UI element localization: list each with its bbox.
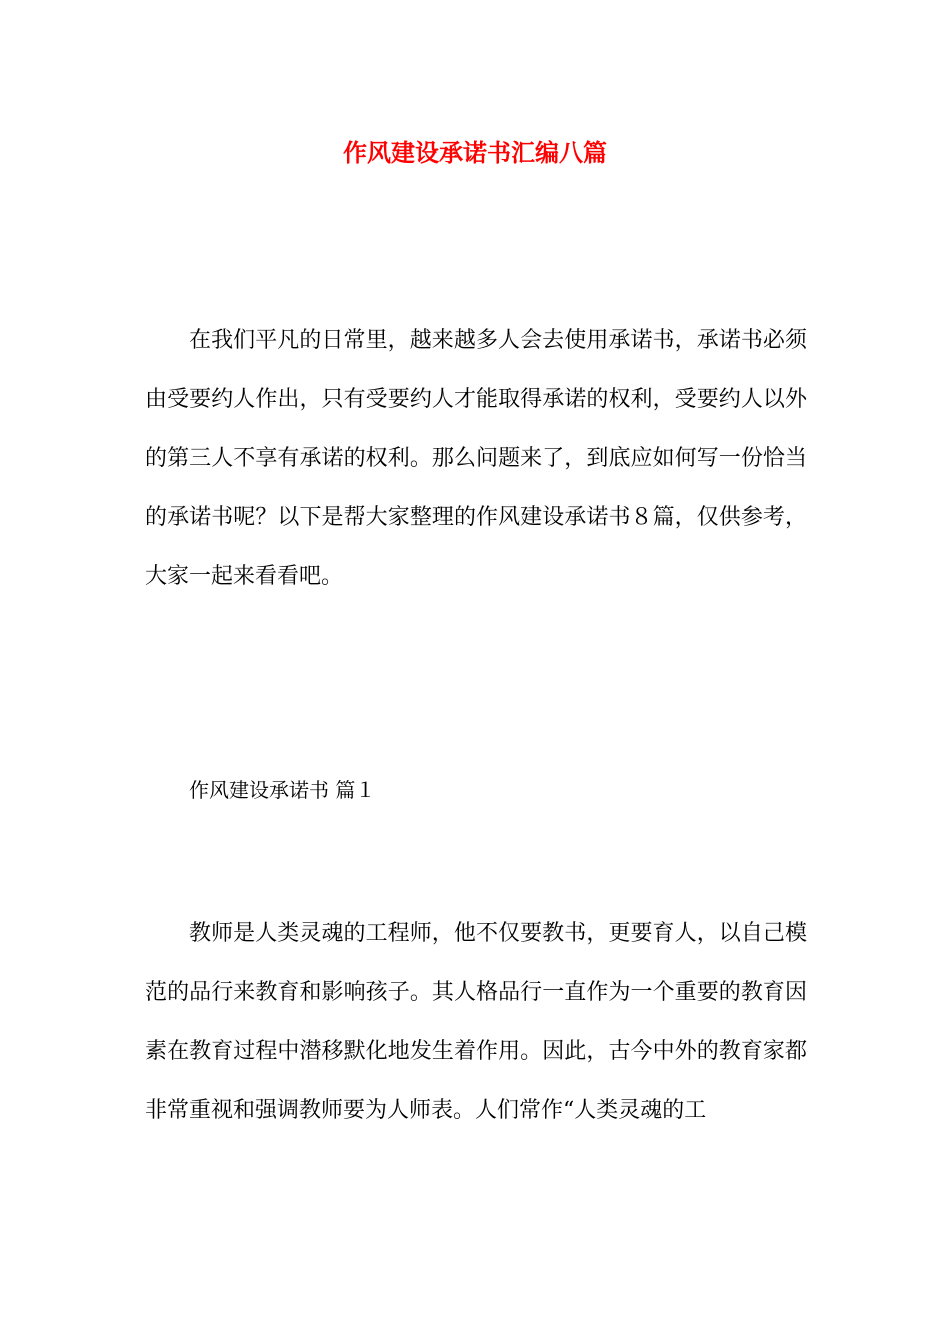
section-body-paragraph: 教师是人类灵魂的工程师，他不仅要教书，更要育人，以自己模范的品行来教育和影响孩子。其人格品行一直作为一个重要的教育因素在教育过程中潜移默化地发生着作用。因此，古今中外的教育家都非常重视和强调教师要为人师表。人们常作“人类灵魂的工 — [145, 921, 807, 1123]
section-heading: 作风建设承诺书 篇１ — [189, 778, 376, 802]
document-title: 作风建设承诺书汇编八篇 — [343, 138, 607, 167]
intro-paragraph: 在我们平凡的日常里，越来越多人会去使用承诺书，承诺书必须由受要约人作出，只有受要约人才能取得承诺的权利，受要约人以外的第三人不享有承诺的权利。那么问题来了，到底应如何写一份恰当的承诺书呢？以下是帮大家整理的作风建设承诺书８篇，仅供参考，大家一起来看看吧。 — [145, 328, 807, 589]
